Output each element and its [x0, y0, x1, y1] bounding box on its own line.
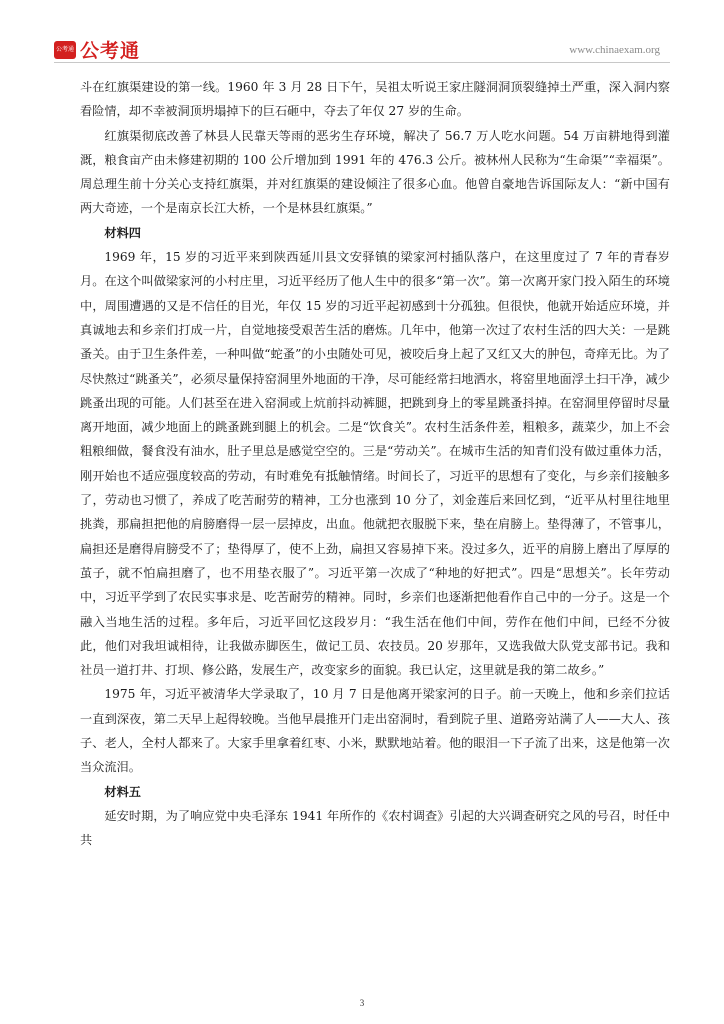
paragraph: 延安时期，为了响应党中央毛泽东 1941 年所作的《农村调查》引起的大兴调查研究之风的号召，时任中共 — [80, 808, 670, 848]
paragraph: 1975 年，习近平被清华大学录取了，10 月 7 日是他离开梁家河的日子。前一天晚上，他和乡亲们拉话一直到深夜，第二天早上起得较晚。当他早晨推开门走出窑洞时，看到院子里、道路旁站满了人——大人、孩子、老人，全村人都来了。大家手里拿着红枣、小米，默默地站着。他的眼泪一下子流了出来，这是他第一次当众流泪。 — [80, 687, 670, 775]
section-heading: 材料四 — [104, 225, 141, 240]
document-body — [80, 75, 670, 853]
page-header — [0, 0, 724, 66]
header-divider — [54, 62, 670, 63]
paragraph: 红旗渠彻底改善了林县人民靠天等雨的恶劣生存环境，解决了 56.7 万人吃水问题。54 万亩耕地得到灌溉，粮食亩产由未修建初期的 100 公斤增加到 1991 年的 476.3 公斤。被林州人民称为“生命渠”“幸福渠”。周总理生前十分关心支持红旗渠，并对红旗渠的建设倾注了很多心血。他曾自豪地告诉国际友人：“新中国有两大奇迹，一个是南京长江大桥，一个是林县红旗渠。” — [80, 128, 670, 216]
section-heading: 材料五 — [104, 784, 141, 799]
paragraph: 1969 年，15 岁的习近平来到陕西延川县文安驿镇的梁家河村插队落户，在这里度过了 7 年的青春岁月。在这个叫做梁家河的小村庄里，习近平经历了他人生中的很多“第一次”。第一次离开家门投入陌生的环境中，周围遭遇的又是不信任的目光，年仅 15 岁的习近平起初感到十分孤独。但很快，他就开始适应环境，并真诚地去和乡亲们打成一片，自觉地接受艰苦生活的磨炼。几年中，他第一次过了农村生活的四大关：一是跳蚤关。由于卫生条件差，一种叫做“蛇蚤”的小虫随处可见，被咬后身上起了又红又大的肿包，奇痒无比。为了尽快熬过“跳蚤关”，必须尽量保持窑洞里外地面的干净，尽可能经常扫地洒水，将窑里地面浮土扫干净，减少跳蚤出现的可能。人们甚至在进入窑洞或上炕前抖动裤腿，把跳到身上的零星跳蚤抖掉。在窑洞里停留时尽量离开地面，减少地面上的跳蚤跳到腿上的机会。二是“饮食关”。农村生活条件差，粗粮多，蔬菜少，加上不会粗粮细做，餐食没有油水，肚子里总是感觉空空的。三是“劳动关”。在城市生活的知青们没有做过重体力活，刚开始也不适应强度较高的劳动，有时难免有抵触情绪。时间长了，习近平的思想有了变化，与乡亲们接触多了，劳动也习惯了，养成了吃苦耐劳的精神，工分也涨到 10 分了，刘金莲后来回忆到，“近平从村里往地里挑粪，那扁担把他的肩膀磨得一层一层掉皮，出血。他就把衣服脱下来，垫在肩膀上。垫得薄了，不管事儿，扁担还是磨得肩膀受不了；垫得厚了，使不上劲，扁担又容易掉下来。没过多久，近平的肩膀上磨出了厚厚的茧子，就不怕扁担磨了，也不用垫衣服了”。习近平第一次成了“种地的好把式”。四是“思想关”。长年劳动中，习近平学到了农民实事求是、吃苦耐劳的精神。同时，乡亲们也逐渐把他看作自己中的一分子。这是一个融入当地生活的过程。多年后，习近平回忆这段岁月：“我生活在他们中间，劳作在他们中间，已经不分彼此，他们对我坦诚相待，让我做赤脚医生，做记工员、农技员。20 岁那年，又选我做大队党支部书记。我和社员一道打井、打坝、修公路，发展生产，改变家乡的面貌。我已认定，这里就是我的第二故乡。” — [80, 250, 670, 678]
paragraph: 斗在红旗渠建设的第一线。1960 年 3 月 28 日下午，吴祖太听说王家庄隧洞洞顶裂缝掉土严重，深入洞内察看险情，却不幸被洞顶坍塌掉下的巨石砸中，夺去了年仅 27 岁的生命。 — [80, 80, 670, 119]
brand-logo[interactable] — [54, 36, 140, 63]
site-url[interactable]: www.chinaexam.org — [569, 44, 660, 56]
page-number: 3 — [359, 998, 365, 1008]
logo-badge-icon: 公考通 — [54, 41, 76, 59]
logo-text: 公考通 — [80, 40, 141, 62]
